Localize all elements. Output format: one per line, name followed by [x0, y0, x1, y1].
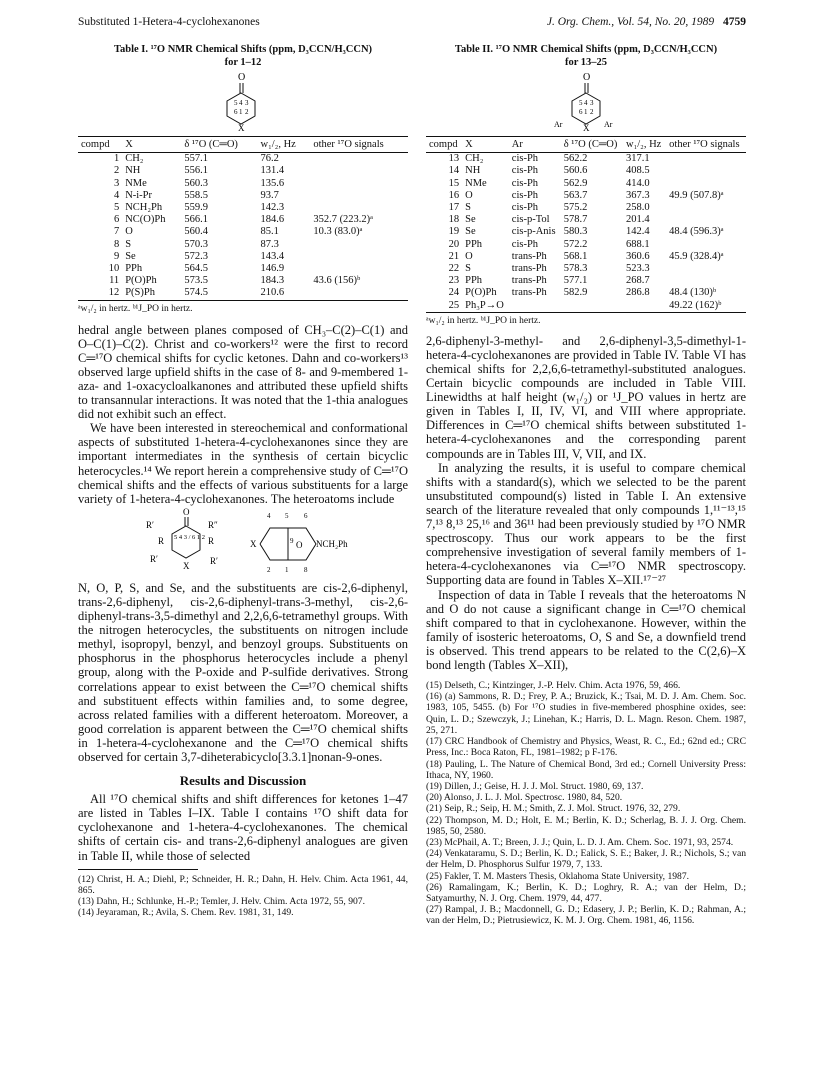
table1-cell [310, 251, 408, 263]
table2-cell: 572.2 [563, 238, 588, 250]
table1-row [78, 251, 408, 263]
fig-bi-2: 2 [267, 565, 271, 574]
table1-cell: 135.6 [260, 177, 285, 189]
table1-cell: 564.5 [184, 263, 208, 275]
table2-cell: 14 [448, 165, 460, 177]
table2-row [426, 275, 746, 287]
table1-cell: 560.4 [184, 226, 208, 238]
table2-row [426, 214, 746, 226]
fig-bi-6: 6 [304, 511, 308, 520]
reference-13: (13) Dahn, H.; Schlunke, H.-P.; Temler, J. Helv. Chim. Acta 1972, 55, 907. [78, 896, 365, 908]
fig-r5: R [158, 535, 165, 546]
t1-col-width: w₁/₂, Hz [258, 137, 311, 153]
table2-cell: 580.3 [563, 226, 588, 238]
t1-col-shift: δ ¹⁷O (C═O) [181, 137, 257, 153]
table2-cell: 16 [448, 189, 460, 201]
table2-cell: 48.4 (596.3)ᵃ [669, 226, 724, 238]
t2-col-other: other ¹⁷O signals [666, 137, 746, 153]
struct1-x: X [238, 123, 245, 132]
right-column [426, 44, 746, 927]
table2-row [426, 287, 746, 299]
table1-cell [310, 263, 408, 275]
reference-item: (23) McPhail, A. T.; Breen, J. J.; Quin, L. D. J. Am. Chem. Soc. 1971, 93, 2574. [426, 836, 734, 848]
table1-cell: 7 [113, 226, 120, 238]
table1-caption [78, 44, 408, 69]
table1-cell: 10.3 (83.0)ᵃ [313, 226, 363, 238]
table1-cell: 142.3 [260, 202, 285, 213]
table2-cell: 18 [448, 214, 460, 226]
table2-cell: 562.9 [563, 177, 588, 189]
table2-cell: 563.7 [563, 189, 588, 201]
table2-row [426, 263, 746, 275]
reference-14: (14) Jeyaraman, R.; Avila, S. Chem. Rev. 1981, 31, 149. [78, 907, 294, 919]
table2-row [426, 202, 746, 214]
table1-row [78, 190, 408, 202]
table2-row [426, 178, 746, 190]
struct1-num2: 2 [245, 108, 249, 117]
table1-cell [310, 190, 408, 202]
right-paragraph-3: Inspection of data in Table I reveals that the heteroatoms N and O do not cause a significant change in C═¹⁷O chemical shift compared to that in cyclohexanone. However, within the family of isosteric heteroatoms, O, S and Se, a downfield trend is observed. This trend appears to be related to the C(2,6)–X bond length (Tables X–XII), [426, 587, 746, 672]
table1-cell: 11 [109, 275, 120, 287]
reference-item: (25) Fakler, T. M. Masters Thesis, Oklahoma State University, 1987. [426, 870, 690, 882]
table1-cell: 573.5 [184, 275, 208, 287]
table2-cell: 15 [448, 177, 460, 189]
table1-cell: 559.9 [184, 202, 208, 213]
table2-cell: S [465, 263, 471, 275]
table1-cell: 184.6 [260, 214, 285, 226]
table1-structure [78, 69, 408, 131]
table1-cell: P(S)Ph [122, 287, 181, 300]
left-body [78, 323, 408, 506]
fig-r1: R′ [146, 519, 154, 530]
table2-cell: 575.2 [563, 202, 588, 213]
table1-cell: 1 [113, 153, 120, 165]
table2-row [426, 226, 746, 238]
table2-cell: 49.22 (162)ᵇ [666, 300, 746, 313]
reference-item: (22) Thompson, M. D.; Holt, E. M.; Berlin, K. D.; Scherlag, B. J. J. Org. Chem. 1985, 50, 2580. [426, 814, 746, 837]
table1-cell: PPh [125, 263, 143, 275]
journal-header [547, 16, 746, 28]
table2-cell [666, 178, 746, 190]
table2-cell: cis-p-Tol [511, 214, 550, 226]
table2-cell: 25 [426, 300, 462, 313]
struct2-num2: 2 [590, 108, 594, 117]
page-number: 4759 [723, 16, 746, 28]
reference-item: (20) Alonso, J. L. J. Mol. Spectrosc. 1980, 84, 520. [426, 792, 623, 804]
struct1-num6: 6 [234, 108, 238, 117]
fig-ring-numbers: 5 4 3 / 6 1 2 [174, 533, 206, 541]
table2-cell [623, 300, 666, 313]
table2-cell [509, 300, 561, 313]
right-references [426, 680, 746, 926]
fig-bi-x: X [250, 538, 257, 549]
struct1-num3: 3 [245, 99, 249, 108]
table2-cell: 408.5 [626, 165, 650, 177]
table1-cell: 146.9 [260, 263, 285, 275]
table2-cell: Se [465, 226, 476, 238]
table2-cell: 21 [448, 250, 460, 262]
table1-footnote: ᵃw₁/₂ in hertz. ᵇ¹J_PO in hertz. [78, 303, 193, 314]
table1-row [78, 153, 408, 166]
table2-cell: PPh [465, 238, 483, 250]
structures-figure [78, 506, 408, 576]
table1-cell: 5 [113, 202, 120, 213]
reference-item: (26) Ramalingam, K.; Berlin, K. D.; Loghry, R. A.; van der Helm, D.; Satyamurthy, N. J. Org. Chem. 1979, 44, 477. [426, 881, 746, 904]
table2-cell: cis-Ph [511, 238, 539, 250]
table2-cell: 286.8 [626, 287, 650, 299]
table1-cell: S [125, 238, 132, 250]
table1-body [78, 153, 408, 300]
table1-cell: 184.3 [260, 275, 285, 287]
table1-cell: NH [125, 165, 141, 177]
table1-cell [310, 153, 408, 166]
table2-cell: Ph₃P→O [462, 300, 509, 313]
table1-cell: 43.6 (156)ᵇ [313, 275, 361, 287]
table1-caption-line2: for 1–12 [224, 56, 262, 68]
left-paragraph-1: hedral angle between planes composed of CH₃–C(2)–C(1) and O–C(1)–C(2). Christ and co-workers¹² were the first to record C═¹⁷O chemical shifts for cyclic ketones. Dahn and co-workers¹³ observed large upfield shifts in the case of 8- and 9-membered 1-aza- and 1-oxacycloalkanones and attributed these upfield shifts to transannular interactions. It was noted that the 1-thia analogues did not exhibit such an effect. [78, 322, 408, 422]
right-body [426, 334, 746, 672]
table1-row [78, 226, 408, 238]
table1-row [78, 239, 408, 251]
table2-cell: 142.4 [626, 226, 650, 238]
table2-cell: 49.9 (507.8)ᵃ [669, 189, 724, 201]
reference-item: (15) Delseth, C.; Kintzinger, J.-P. Helv. Chim. Acta 1976, 59, 466. [426, 680, 681, 692]
table2-caption [426, 44, 746, 69]
table2-cell: NMe [465, 177, 487, 189]
reference-item: (16) (a) Sammons, R. D.; Frey, P. A.; Bruzick, K.; Tsai, M. D. J. Am. Chem. Soc. 1983, 105, 5455. (b) For ¹⁷O studies in five-membered phosphine oxides, see: Quin, L. D.; Szewczyk, J.; Linehan, K.; Harris, D. L. Magn. Reson. Chem. 1987, 25, 271. [426, 691, 746, 736]
fig-bi-9: 9 [290, 536, 294, 545]
right-paragraph-2: In analyzing the results, it is useful to compare chemical shifts with a standard(s), which we selected to be the parent unsubstituted compound(s) listed in Table I. An extensive search of the literature revealed that only compounds 1,¹¹⁻¹³,¹⁵ 7,¹³ 8,¹³ 25,¹⁶ and 36¹¹ had been previously studied by ¹⁷O NMR spectroscopy. Thus our work appears to be the first comprehensive investigation of several family members of 1-hetera-4-cyclohexanones via C═¹⁷O NMR spectroscopy. Supporting data are found in Tables X–XII.¹⁷⁻²⁷ [426, 460, 746, 588]
footnote-divider [78, 869, 198, 870]
struct2-x: X [583, 123, 590, 132]
table1-cell: 566.1 [184, 214, 208, 226]
table2-cell: PPh [465, 275, 483, 287]
fig-bi-4: 4 [267, 511, 271, 520]
struct2-num6: 6 [579, 108, 583, 117]
table2-cell: 414.0 [626, 177, 650, 189]
table2-cell [666, 153, 746, 166]
table1-cell: 3 [113, 177, 120, 189]
table2-cell: 23 [448, 275, 460, 287]
table1-cell: NC(O)Ph [125, 214, 166, 226]
fig-oxygen: O [183, 506, 190, 517]
table1-cell [310, 239, 408, 251]
table2-cell: 523.3 [626, 263, 650, 275]
t2-col-x: X [462, 137, 509, 153]
table1-cell: 76.2 [260, 153, 279, 165]
t2-col-ar: Ar [509, 137, 561, 153]
table2-structure [426, 69, 746, 131]
table1-row [78, 275, 408, 287]
fig-r2: R″ [208, 519, 218, 530]
table1-cell: 557.1 [184, 153, 208, 165]
table1-cell: 12 [78, 287, 122, 300]
table2-cell: CH₂ [465, 153, 484, 165]
table2-caption-line2: for 13–25 [564, 56, 608, 68]
table1-cell: 572.3 [184, 250, 208, 262]
reference-item: (18) Pauling, L. The Nature of Chemical Bond, 3rd ed.; Cornell University Press: Ithaca, NY, 1960. [426, 758, 746, 781]
fig-bi-nch2ph: NCH₂Ph [316, 538, 348, 549]
table2-row [426, 251, 746, 263]
table2-cell: cis-Ph [511, 202, 539, 213]
table1-cell: 570.3 [184, 238, 208, 250]
left-column [78, 44, 408, 918]
table1-cell: 143.4 [260, 250, 285, 262]
table2-cell [666, 239, 746, 251]
table1-row [78, 214, 408, 226]
table2-cell: 568.1 [563, 250, 588, 262]
table2-cell: O [465, 189, 473, 201]
journal-citation: J. Org. Chem., Vol. 54, No. 20, 1989 [546, 16, 715, 28]
struct2-ar-left: Ar [554, 120, 563, 130]
left-body-2 [78, 581, 408, 863]
table2-cell: Se [465, 214, 476, 226]
table2-cell: trans-Ph [511, 287, 547, 299]
table1-row [78, 263, 408, 275]
fig-r7: R′ [150, 553, 158, 564]
table1-row [78, 202, 408, 214]
section-heading: Results and Discussion [179, 773, 307, 789]
table1-cell: 556.1 [184, 165, 208, 177]
table1-cell: 2 [113, 165, 120, 177]
table2-cell [666, 275, 746, 287]
table2-cell: 24 [448, 287, 460, 299]
t1-col-other: other ¹⁷O signals [310, 137, 408, 153]
struct2-ar-right: Ar [604, 120, 613, 130]
table2-cell: cis-Ph [511, 165, 539, 177]
reference-12: (12) Christ, H. A.; Diehl, P.; Schneider, H. R.; Dahn, H. Helv. Chim. Acta 1961, 44, 865. [78, 873, 408, 896]
struct1-oxygen: O [238, 72, 246, 84]
table2-cell: 577.1 [563, 275, 588, 287]
fig-bi-oxygen: O [296, 539, 303, 550]
reference-item: (17) CRC Handbook of Chemistry and Physics, Weast, R. C., Ed.; 62nd ed.; CRC Press, Inc.: Boca Raton, FL, 1981–1982; p F-176. [426, 736, 746, 759]
struct2-num1: 1 [584, 108, 588, 117]
table2-cell: O [465, 250, 473, 262]
t2-col-shift: δ ¹⁷O (C═O) [561, 137, 623, 153]
table2-cell [666, 202, 746, 214]
fig-r6: R [208, 535, 215, 546]
reference-item: (27) Rampal, J. B.; Macdonnell, G. D.; Edasery, J. P.; Berlin, K. D.; Rahman, A.; van der Helm, D.; Pietrusiewicz, K. M. J. Org. Chem. 1981, 46, 1156. [426, 904, 746, 927]
table2-cell: 45.9 (328.4)ᵃ [669, 250, 724, 262]
fig-bi-5: 5 [285, 511, 289, 520]
table2-cell: 317.1 [626, 153, 650, 165]
table2-cell [666, 263, 746, 275]
table1-cell [310, 202, 408, 214]
table2-cell [666, 214, 746, 226]
table1-cell [310, 178, 408, 190]
table1-caption-line1: Table I. ¹⁷O NMR Chemical Shifts (ppm, D₃CCN/H₃CCN) [113, 44, 373, 55]
t2-col-compd: compd [426, 137, 462, 153]
table2-cell: 258.0 [626, 202, 650, 213]
left-references [78, 874, 408, 919]
table1-cell: 8 [113, 238, 120, 250]
left-paragraph-2: We have been interested in stereochemical and conformational aspects of substituted 1-hetera-4-cyclohexanones since they are important intermediates in the synthesis of certain bicyclic heterocycles.¹⁴ We report herein a comprehensive study of C═¹⁷O chemical shifts and the effects of various substituents for a large variety of 1-hetera-4-cyclohexanones. The heteroatoms include [78, 421, 408, 506]
struct1-num5: 5 [234, 99, 238, 108]
table2-cell: 19 [448, 226, 460, 238]
table1-cell [310, 165, 408, 177]
table1-row [78, 165, 408, 177]
table1-cell: CH₂ [125, 153, 144, 165]
table2-cell: 560.6 [563, 165, 588, 177]
table2-caption-line1: Table II. ¹⁷O NMR Chemical Shifts (ppm, D₃CCN/H₃CCN) [454, 44, 718, 55]
table2-cell [666, 165, 746, 177]
table2-cell: 688.1 [626, 238, 650, 250]
right-paragraph-1: 2,6-diphenyl-3-methyl- and 2,6-diphenyl-3,5-dimethyl-1-hetera-4-cyclohexanones are provided in Table IV. Table VI has chemical shifts for 2,2,6,6-tetramethyl-substituted analogues. Certain bicyclic compounds are included in Table VIII. Linewidths at half height (w₁/₂) or ¹J_PO values in hertz are given in Tables I, II, IV, VI, and VIII where appropriate. Differences in C═¹⁷O chemical shifts between substituted 1-hetera-4-cyclohexanones and the corresponding parent compounds are in Tables III, V, VII, and IX. [426, 333, 746, 461]
table2-cell: trans-Ph [511, 275, 547, 287]
table2-cell: trans-Ph [511, 263, 547, 275]
table2-cell: cis-Ph [511, 189, 539, 201]
table2-cell: NH [465, 165, 481, 177]
table1-cell: 9 [113, 250, 120, 262]
table2-cell: S [465, 202, 471, 213]
table1-cell: 85.1 [260, 226, 279, 238]
table1-cell: 6 [113, 214, 120, 226]
table1-cell: O [125, 226, 133, 238]
t2-col-width: w₁/₂, Hz [623, 137, 666, 153]
table2-cell: 578.7 [563, 214, 588, 226]
table1-cell: 10 [108, 263, 120, 275]
table1-cell [310, 287, 408, 300]
table2-cell: cis-p-Anis [511, 226, 556, 238]
table2-cell: 562.2 [563, 153, 588, 165]
struct1-num1: 1 [239, 108, 243, 117]
table1-cell: NMe [125, 177, 147, 189]
struct1-num4: 4 [239, 99, 243, 108]
reference-item: (19) Dillen, J.; Geise, H. J. J. Mol. Struct. 1980, 69, 137. [426, 780, 644, 792]
table2-cell: 360.6 [626, 250, 650, 262]
table1-cell: 87.3 [260, 238, 279, 250]
table2-cell: P(O)Ph [465, 287, 497, 299]
table2-cell: 582.9 [563, 287, 588, 299]
table1-cell: 131.4 [260, 165, 285, 177]
struct2-oxygen: O [583, 72, 591, 84]
struct2-num5: 5 [579, 99, 583, 108]
reference-item: (24) Venkataramu, S. D.; Berlin, K. D.; Ealick, S. E.; Baker, J. R.; Nichols, S.; van der Helm, D. Phosphorus Sulfur 1979, 7, 133. [426, 848, 746, 871]
running-title: Substituted 1-Hetera-4-cyclohexanones [78, 16, 260, 28]
t1-col-x: X [122, 137, 181, 153]
left-paragraph-4: All ¹⁷O chemical shifts and shift differences for ketones 1–47 are listed in Tables I–IX. Table I contains ¹⁷O shift data for cyclohexanone and 1-hetera-4-cyclohexanones. The chemical shifts of certain cis- and trans-2,6-diphenyl analogues are given in Table II, while those of selected [78, 792, 408, 863]
table1-row [78, 287, 408, 300]
struct2-num3: 3 [590, 99, 594, 108]
fig-bi-1: 1 [285, 565, 289, 574]
table2-cell: 13 [448, 153, 460, 165]
struct2-num4: 4 [584, 99, 588, 108]
table2-cell [561, 300, 623, 313]
reference-item: (21) Seip, R.; Seip, H. M.; Smith, Z. J. Mol. Struct. 1976, 32, 279. [426, 803, 681, 815]
table2-cell: cis-Ph [511, 153, 539, 165]
table1-cell: 4 [113, 189, 120, 201]
table2-cell: 578.3 [563, 263, 588, 275]
left-paragraph-3: N, O, P, S, and Se, and the substituents are cis-2,6-diphenyl, trans-2,6-diphenyl, cis-2,6-diphenyl-trans-3-methyl, cis-2,6-diphenyl-trans-3,5-dimethyl and 2,2,6,6-tetramethyl groups. With the nitrogen heterocycles, the substituents on nitrogen include methyl, isopropyl, benzyl, and benzoyl groups. Substituents on phosphorus in the phosphorus heterocycles include a phenyl group, along with the P-oxide and P-sulfide derivatives. Strong correlations appear to exist between the C═¹⁷O chemical shifts and substituent effects within families and, to some degree, across related families with a different heteroatom. Moreover, a good correlation is apparent between the C═¹⁷O chemical shifts in 1-hetera-4-cyclohexanone and the C═¹⁷O chemical shifts observed for certain 3,7-diheterabicyclo[3.3.1]nonan-9-ones. [78, 580, 408, 764]
table1 [78, 136, 408, 300]
table2-cell: 20 [448, 238, 460, 250]
table1-cell: 352.7 (223.2)ᵃ [313, 214, 374, 226]
table1-cell: 560.3 [184, 177, 208, 189]
table2-cell: 367.3 [626, 189, 650, 201]
table1-cell: N-i-Pr [125, 189, 153, 201]
table1-cell: 558.5 [184, 189, 208, 201]
table2-row [426, 153, 746, 166]
fig-x: X [183, 560, 190, 571]
table2-cell: 17 [448, 202, 460, 213]
table1-cell: NCH₂Ph [125, 202, 163, 213]
table1-cell: P(O)Ph [125, 275, 157, 287]
table2-cell: trans-Ph [511, 250, 547, 262]
table1-cell: Se [125, 250, 136, 262]
table2-footnote: ᵃw₁/₂ in hertz. ᵇ¹J_PO in hertz. [426, 315, 541, 326]
table1-row [78, 178, 408, 190]
t1-col-compd: compd [78, 137, 122, 153]
table2-row [426, 239, 746, 251]
table2 [426, 136, 746, 313]
table2-row [426, 190, 746, 202]
table2-row [426, 300, 746, 313]
table1-cell: 210.6 [258, 287, 311, 300]
table1-cell: 93.7 [260, 189, 279, 201]
table2-cell: 48.4 (130)ᵇ [669, 287, 717, 299]
fig-bi-8: 8 [304, 565, 308, 574]
fig-r8: R′ [210, 555, 218, 566]
table2-cell: 201.4 [626, 214, 650, 226]
table2-body [426, 153, 746, 313]
table2-row [426, 165, 746, 177]
table2-cell: 268.7 [626, 275, 650, 287]
table2-cell: cis-Ph [511, 177, 539, 189]
table1-cell: 574.5 [181, 287, 257, 300]
table2-cell: 22 [448, 263, 460, 275]
